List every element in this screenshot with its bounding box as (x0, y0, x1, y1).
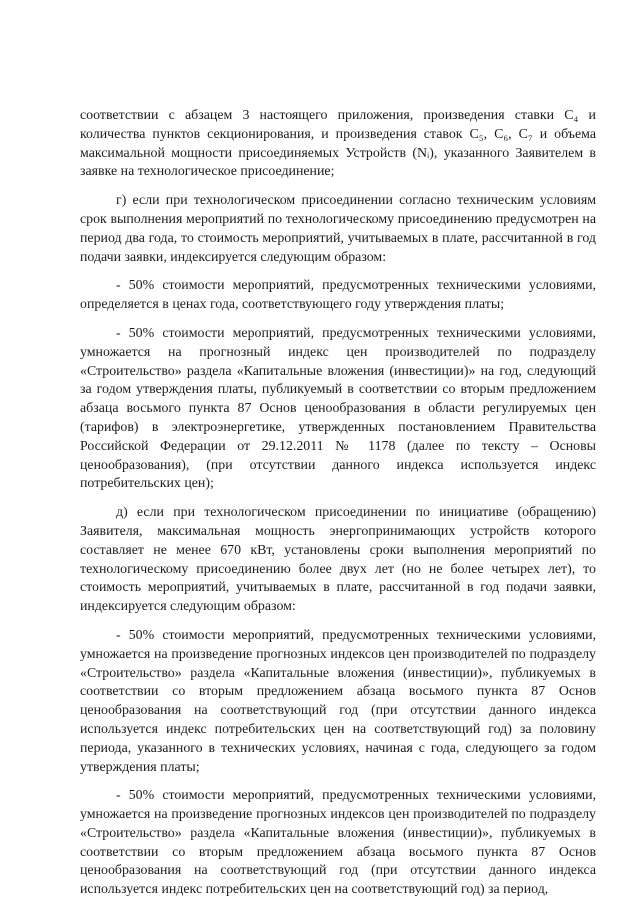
paragraph-continuation: соответствии с абзацем 3 настоящего приложения, произведения ставки С₄ и количества пунктов секционирования, и произведения ставок С₅, С₆, С₇ и объема максимальной мощности присоединяемых Устройств (Nᵢ), указанного Заявителем в заявке на технологическое присоединение; (80, 108, 596, 180)
paragraph-item-g: г) если при технологическом присоединении согласно техническим условиям срок выполнения мероприятий по технологическому присоединению предусмотрен на период два года, то стоимость мероприятий, учитываемых в плате, рассчитанной в год подачи заявки, индексируется следующим образом: (80, 193, 596, 265)
paragraph-bullet-3: - 50% стоимости мероприятий, предусмотренных техническими условиями, умножается на произведение прогнозных индексов цен производителей по подразделу «Строительство» раздела «Капитальные вложения (инвестиции)», публикуемых в соответствии со вторым предложением абзаца восьмого пункта 87 Основ ценообразования на соответствующий год (при отсутствии данного индекса используется индекс потребительских цен на соответствующий год) за половину периода, указанного в технических условиях, начиная с года, следующего за годом утверждения платы; (80, 627, 596, 775)
paragraph-bullet-2: - 50% стоимости мероприятий, предусмотренных техническими условиями, умножается на прогнозный индекс цен производителей по подразделу «Строительство» раздела «Капитальные вложения (инвестиции)» на год, следующий за годом утверждения платы, публикуемый в соответствии со вторым предложением абзаца восьмого пункта 87 Основ ценообразования в области регулируемых цен (тарифов) в электроэнергетике, утвержденных постановлением Правительства Российской Федерации от 29.12.2011 № 1178 (далее по тексту – Основы ценообразования), (при отсутствии данного индекса используется индекс потребительских цен); (80, 325, 596, 492)
paragraph-bullet-1: - 50% стоимости мероприятий, предусмотренных техническими условиями, определяется в ценах года, соответствующего году утверждения платы; (80, 278, 596, 313)
paragraph-bullet-4: - 50% стоимости мероприятий, предусмотренных техническими условиями, умножается на произведение прогнозных индексов цен производителей по подразделу «Строительство» раздела «Капитальные вложения (инвестиции)», публикуемых в соответствии со вторым предложением абзаца восьмого пункта 87 Основ ценообразования на соответствующий год (при отсутствии данного индекса используется индекс потребительских цен на соответствующий год) за период, (80, 788, 596, 898)
document-page (80, 107, 596, 902)
paragraph-item-d: д) если при технологическом присоединении по инициативе (обращению) Заявителя, максимальная мощность энергопринимающих устройств которого составляет не менее 670 кВт, установлены сроки выполнения мероприятий по технологическому присоединению более двух лет (но не более четырех лет), то стоимость мероприятий, учитываемых в плате, рассчитанной в год подачи заявки, индексируется следующим образом: (80, 505, 596, 615)
